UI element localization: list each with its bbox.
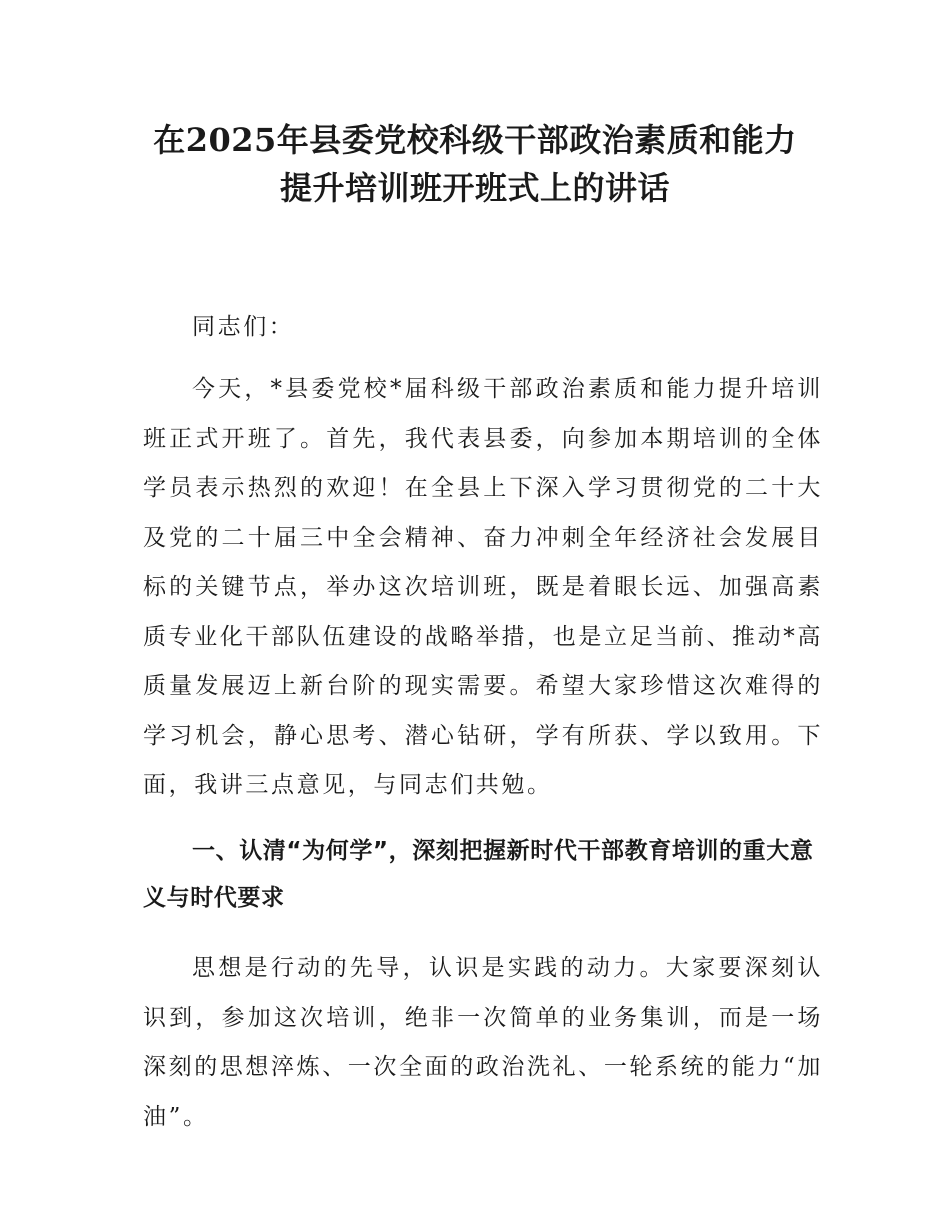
section-heading-1: 一、认清“为何学”，深刻把握新时代干部教育培训的重大意义与时代要求 — [143, 838, 814, 911]
paragraph-section-1: 思想是行动的先导，认识是实践的动力。大家要深刻认识到，参加这次培训，绝非一次简单的业务集训，而是一场深刻的思想淬炼、一次全面的政治洗礼、一轮系统的能力“加油”。 — [143, 955, 823, 1130]
greeting: 同志们： — [192, 314, 295, 340]
document-title-line-1: 在2025年县委党校科级干部政治素质和能力 — [153, 121, 797, 159]
paragraph-intro: 今天，*县委党校*届科级干部政治素质和能力提升培训班正式开班了。首先，我代表县委，向参加本期培训的全体学员表示热烈的欢迎！在全县上下深入学习贯彻党的二十大及党的二十届三中全会精神、奋力冲刺全年经济社会发展目标的关键节点，举办这次培训班，既是着眼长远、加强高素质专业化干部队伍建设的战略举措，也是立足当前、推动*高质量发展迈上新台阶的现实需要。希望大家珍惜这次难得的学习机会，静心思考、潜心钻研，学有所获、学以致用。下面，我讲三点意见，与同志们共勉。 — [143, 376, 823, 798]
document-title-line-2: 提升培训班开班式上的讲话 — [279, 169, 670, 207]
